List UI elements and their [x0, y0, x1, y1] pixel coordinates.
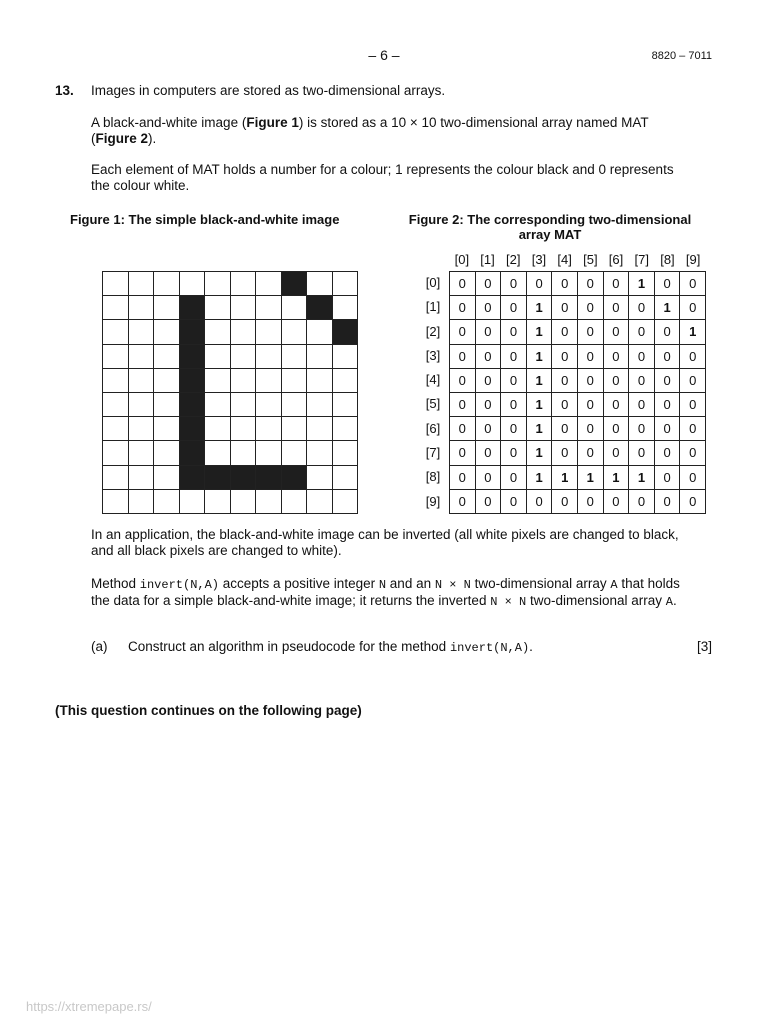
figure2-caption-line1: Figure 2: The corresponding two-dimensional [408, 212, 692, 227]
column-header: [4] [557, 252, 572, 267]
array-cell: 0 [604, 369, 630, 393]
pixel-cell [231, 272, 257, 296]
row-header: [0] [425, 275, 441, 290]
pixel-cell [256, 441, 282, 465]
pixel-cell [256, 417, 282, 441]
pixel-cell [307, 490, 333, 514]
code-n: N [378, 578, 387, 592]
pixel-cell [231, 417, 257, 441]
pixel-cell [256, 490, 282, 514]
array-cell: 0 [552, 490, 578, 514]
array-cell: 0 [450, 441, 476, 465]
pixel-cell [180, 369, 206, 393]
pixel-cell [231, 345, 257, 369]
pixel-cell [333, 345, 359, 369]
pixel-cell [129, 393, 155, 417]
array-cell: 0 [501, 417, 527, 441]
para4-text-g: . [672, 593, 677, 608]
code-n-by-n: N × N [434, 578, 471, 592]
array-cell: 0 [604, 272, 630, 296]
code-a-2: A [665, 595, 673, 609]
pixel-cell [307, 369, 333, 393]
array-cell: 0 [552, 441, 578, 465]
pixel-cell [154, 417, 180, 441]
array-cell: 0 [680, 345, 706, 369]
row-header: [8] [425, 469, 441, 485]
pixel-cell [154, 490, 180, 514]
array-cell: 0 [604, 345, 630, 369]
array-cell: 0 [476, 490, 502, 514]
array-cell: 0 [629, 441, 655, 465]
array-cell: 0 [629, 369, 655, 393]
pixel-cell [205, 417, 231, 441]
pixel-cell [333, 466, 359, 490]
paper-code: 8820 – 7011 [651, 50, 712, 62]
figure2-caption-line2: array MAT [518, 227, 582, 242]
array-cell: 0 [655, 369, 681, 393]
array-cell: 0 [476, 296, 502, 320]
pixel-cell [180, 466, 206, 490]
figure2-array-table [449, 271, 706, 514]
pixel-cell [205, 490, 231, 514]
pixel-cell [282, 272, 308, 296]
pixel-cell [205, 369, 231, 393]
watermark: https://xtremepape.rs/ [26, 999, 152, 1014]
column-header: [9] [685, 252, 701, 267]
array-cell: 0 [501, 272, 527, 296]
array-cell: 0 [680, 490, 706, 514]
array-cell: 0 [655, 441, 681, 465]
figure1-caption: Figure 1: The simple black-and-white image [70, 212, 340, 227]
array-cell: 0 [450, 296, 476, 320]
array-column-headers [449, 250, 706, 270]
array-cell: 0 [604, 441, 630, 465]
pixel-cell [205, 441, 231, 465]
array-cell: 0 [552, 369, 578, 393]
pixel-cell [231, 441, 257, 465]
array-cell: 0 [450, 490, 476, 514]
pixel-cell [231, 369, 257, 393]
array-cell: 0 [578, 441, 604, 465]
array-cell: 0 [655, 320, 681, 344]
pixel-cell [205, 345, 231, 369]
array-cell: 1 [527, 369, 553, 393]
array-cell: 1 [552, 466, 578, 490]
array-cell: 0 [450, 272, 476, 296]
pixel-cell [282, 320, 308, 344]
pixel-cell [129, 466, 155, 490]
pixel-cell [180, 320, 206, 344]
figure2-reference: Figure 2 [95, 131, 149, 146]
figure1-pixel-grid [102, 271, 358, 514]
array-cell: 1 [527, 345, 553, 369]
para4-text-d: two-dimensional array [470, 576, 611, 591]
array-cell: 0 [655, 393, 681, 417]
array-cell: 0 [476, 466, 502, 490]
paragraph-image-storage [91, 115, 681, 147]
pixel-cell [333, 296, 359, 320]
pixel-cell [333, 490, 359, 514]
column-header: [1] [480, 252, 495, 267]
array-cell: 1 [578, 466, 604, 490]
pixel-cell [103, 393, 129, 417]
row-header: [6] [425, 420, 441, 436]
paragraph-method-description [91, 576, 701, 610]
array-cell: 0 [552, 417, 578, 441]
row-header: [9] [425, 493, 441, 509]
pixel-cell [205, 393, 231, 417]
para4-text-a: Method [91, 576, 140, 591]
array-cell: 0 [629, 490, 655, 514]
figure2-caption [390, 212, 710, 242]
pixel-cell [103, 466, 129, 490]
pixel-cell [205, 296, 231, 320]
array-cell: 0 [476, 272, 502, 296]
array-cell: 0 [578, 272, 604, 296]
pixel-cell [333, 320, 359, 344]
array-cell: 1 [629, 466, 655, 490]
array-cell: 1 [655, 296, 681, 320]
array-cell: 1 [527, 417, 553, 441]
pixel-cell [282, 490, 308, 514]
pixel-cell [333, 393, 359, 417]
pixel-cell [282, 393, 308, 417]
pixel-cell [154, 296, 180, 320]
array-cell: 0 [680, 466, 706, 490]
pixel-cell [282, 466, 308, 490]
pixel-cell [154, 320, 180, 344]
question-intro: Images in computers are stored as two-dimensional arrays. [91, 83, 446, 98]
array-cell: 0 [578, 417, 604, 441]
array-cell: 0 [604, 417, 630, 441]
paragraph-inversion: In an application, the black-and-white image can be inverted (all white pixels are changed to black, and all black pixels are changed to white). [91, 527, 679, 558]
pixel-cell [282, 417, 308, 441]
pixel-cell [333, 441, 359, 465]
array-cell: 0 [552, 272, 578, 296]
array-cell: 1 [527, 466, 553, 490]
array-cell: 0 [450, 320, 476, 344]
array-cell: 0 [450, 466, 476, 490]
pixel-cell [307, 345, 333, 369]
pixel-cell [129, 345, 155, 369]
column-header: [7] [634, 252, 649, 267]
part-a-end: . [529, 639, 533, 654]
array-cell: 0 [501, 490, 527, 514]
pixel-cell [256, 345, 282, 369]
array-cell: 0 [552, 320, 578, 344]
pixel-cell [103, 490, 129, 514]
array-cell: 1 [604, 466, 630, 490]
array-cell: 0 [680, 393, 706, 417]
array-cell: 1 [527, 393, 553, 417]
row-header: [2] [425, 323, 441, 339]
pixel-cell [129, 441, 155, 465]
pixel-cell [129, 417, 155, 441]
array-cell: 0 [552, 345, 578, 369]
array-cell: 0 [629, 345, 655, 369]
part-a-marks: [3] [696, 639, 712, 654]
pixel-cell [231, 466, 257, 490]
pixel-cell [103, 272, 129, 296]
column-header: [3] [531, 252, 547, 267]
column-header: [0] [454, 252, 470, 267]
array-cell: 0 [501, 320, 527, 344]
pixel-cell [307, 441, 333, 465]
array-cell: 0 [552, 393, 578, 417]
array-cell: 0 [578, 393, 604, 417]
pixel-cell [231, 490, 257, 514]
array-cell: 0 [501, 466, 527, 490]
pixel-cell [307, 272, 333, 296]
pixel-cell [256, 296, 282, 320]
array-row-headers [418, 271, 448, 514]
array-cell: 1 [629, 272, 655, 296]
column-header: [6] [608, 252, 624, 267]
pixel-cell [103, 417, 129, 441]
array-cell: 0 [527, 272, 553, 296]
array-cell: 0 [680, 272, 706, 296]
array-cell: 0 [655, 417, 681, 441]
array-cell: 0 [655, 345, 681, 369]
pixel-cell [103, 345, 129, 369]
array-cell: 0 [501, 393, 527, 417]
array-cell: 0 [501, 441, 527, 465]
pixel-cell [231, 320, 257, 344]
pixel-cell [282, 345, 308, 369]
pixel-cell [103, 296, 129, 320]
code-a: A [610, 578, 618, 592]
column-header: [5] [583, 252, 598, 267]
pixel-cell [103, 369, 129, 393]
pixel-cell [333, 272, 359, 296]
row-header: [4] [425, 372, 441, 388]
pixel-cell [103, 441, 129, 465]
array-cell: 0 [629, 393, 655, 417]
array-cell: 0 [655, 466, 681, 490]
part-a-text: Construct an algorithm in pseudocode for the method [128, 639, 450, 654]
pixel-cell [180, 417, 206, 441]
pixel-cell [333, 417, 359, 441]
pixel-cell [231, 393, 257, 417]
para4-text-c: and an [386, 576, 435, 591]
array-cell: 0 [552, 296, 578, 320]
array-cell: 0 [680, 441, 706, 465]
para4-text-b: accepts a positive integer [219, 576, 379, 591]
pixel-cell [129, 490, 155, 514]
array-cell: 0 [655, 272, 681, 296]
array-cell: 0 [476, 417, 502, 441]
array-cell: 0 [578, 369, 604, 393]
array-cell: 0 [629, 320, 655, 344]
pixel-cell [256, 320, 282, 344]
pixel-cell [154, 393, 180, 417]
array-cell: 0 [501, 296, 527, 320]
array-cell: 0 [578, 345, 604, 369]
code-invert-signature-2: invert(N,A) [449, 641, 530, 655]
array-cell: 0 [604, 296, 630, 320]
pixel-cell [333, 369, 359, 393]
question-number: 13. [55, 83, 74, 98]
column-header: [2] [506, 252, 521, 267]
array-cell: 0 [476, 345, 502, 369]
pixel-cell [154, 272, 180, 296]
pixel-cell [180, 393, 206, 417]
array-cell: 1 [527, 320, 553, 344]
pixel-cell [307, 320, 333, 344]
figure1-reference: Figure 1 [246, 115, 299, 130]
pixel-cell [307, 296, 333, 320]
array-cell: 0 [578, 320, 604, 344]
pixel-cell [180, 441, 206, 465]
pixel-cell [129, 272, 155, 296]
pixel-cell [180, 272, 206, 296]
array-cell: 1 [527, 441, 553, 465]
pixel-cell [154, 369, 180, 393]
para4-text-f: two-dimensional array [526, 593, 666, 608]
row-header: [5] [425, 396, 441, 412]
array-cell: 0 [501, 369, 527, 393]
code-n-by-n-2: N × N [490, 595, 527, 609]
continuation-note: (This question continues on the following page) [55, 703, 362, 718]
pixel-cell [205, 466, 231, 490]
pixel-cell [256, 393, 282, 417]
array-cell: 0 [476, 441, 502, 465]
code-invert-signature: invert(N,A) [139, 578, 219, 592]
pixel-cell [256, 369, 282, 393]
pixel-cell [256, 466, 282, 490]
pixel-cell [256, 272, 282, 296]
row-header: [1] [425, 299, 441, 315]
array-cell: 0 [501, 345, 527, 369]
array-cell: 0 [680, 417, 706, 441]
array-cell: 1 [680, 320, 706, 344]
array-cell: 0 [476, 320, 502, 344]
array-cell: 0 [604, 320, 630, 344]
row-header: [3] [425, 347, 441, 363]
para4-text-e: that holds the data for a simple black-and-white image; it returns the inverted [91, 576, 680, 608]
array-cell: 0 [680, 296, 706, 320]
pixel-cell [154, 345, 180, 369]
array-cell: 0 [629, 417, 655, 441]
pixel-cell [129, 320, 155, 344]
array-cell: 0 [450, 393, 476, 417]
array-cell: 0 [604, 393, 630, 417]
array-cell: 0 [476, 393, 502, 417]
pixel-cell [307, 393, 333, 417]
pixel-cell [205, 320, 231, 344]
array-cell: 0 [450, 345, 476, 369]
array-cell: 0 [578, 490, 604, 514]
pixel-cell [205, 272, 231, 296]
part-a-label: (a) [91, 639, 108, 654]
array-cell: 0 [604, 490, 630, 514]
pixel-cell [307, 417, 333, 441]
pixel-cell [231, 296, 257, 320]
pixel-cell [154, 466, 180, 490]
paragraph-colour-values: Each element of MAT holds a number for a colour; 1 represents the colour black and 0 represents the colour white. [91, 162, 674, 193]
pixel-cell [129, 296, 155, 320]
para1-text-a: A black-and-white image ( [91, 115, 247, 130]
pixel-cell [282, 441, 308, 465]
para1-text-b: ) is stored as a 10 × 10 two-dimensional array named MAT ( [91, 115, 649, 146]
array-cell: 0 [450, 369, 476, 393]
array-cell: 0 [655, 490, 681, 514]
part-a-question [128, 639, 533, 656]
pixel-cell [180, 345, 206, 369]
pixel-cell [307, 466, 333, 490]
array-cell: 0 [476, 369, 502, 393]
para1-text-c: ). [148, 131, 157, 146]
array-cell: 0 [680, 369, 706, 393]
column-header: [8] [660, 252, 675, 267]
array-cell: 0 [450, 417, 476, 441]
pixel-cell [282, 296, 308, 320]
pixel-cell [154, 441, 180, 465]
pixel-cell [129, 369, 155, 393]
array-cell: 0 [578, 296, 604, 320]
page-number: – 6 – [368, 47, 400, 63]
row-header: [7] [425, 445, 441, 461]
array-cell: 0 [629, 296, 655, 320]
pixel-cell [180, 490, 206, 514]
array-cell: 0 [527, 490, 553, 514]
pixel-cell [103, 320, 129, 344]
pixel-cell [282, 369, 308, 393]
array-cell: 1 [527, 296, 553, 320]
pixel-cell [180, 296, 206, 320]
